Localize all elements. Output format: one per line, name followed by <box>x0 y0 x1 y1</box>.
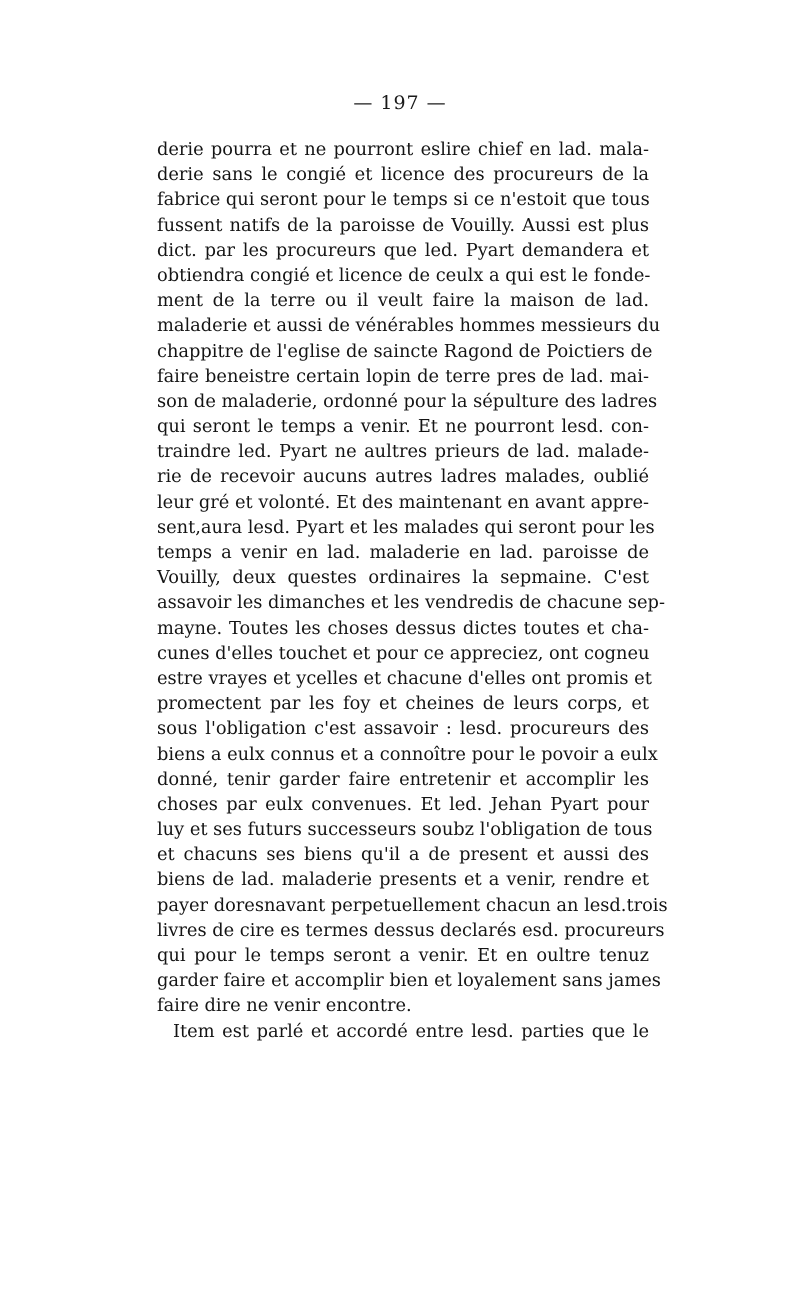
text-line: biens a eulx connus et a connoître pour le povoir a eulx <box>157 743 658 765</box>
text-line: chappitre de l'eglise de saincte Ragond de Poictiers de <box>157 340 653 362</box>
text-line: fabrice qui seront pour le temps si ce n'estoit que tous <box>157 189 650 211</box>
text-line: temps a venir en lad. maladerie en lad. paroisse de <box>157 542 649 563</box>
text-line: faire beneistre certain lopin de terre pres de lad. mai- <box>157 365 649 387</box>
text-line: derie sans le congié et licence des procureurs de la <box>157 164 649 186</box>
text-line: Vouilly, deux questes ordinaires la sepmaine. C'est <box>157 567 649 589</box>
text-line: livres de cire es termes dessus declarés esd. procureurs <box>157 919 665 941</box>
text-line: choses par eulx convenues. Et led. Jehan Pyart pour <box>157 793 649 815</box>
body-text <box>157 137 668 1044</box>
page-number: — 197 — <box>353 92 447 114</box>
text-line: et chacuns ses biens qu'il a de present et aussi des <box>157 844 649 866</box>
text-line: dict. par les procureurs que led. Pyart demandera et <box>157 239 649 261</box>
text-line: payer doresnavant perpetuellement chacun an lesd.trois <box>157 894 668 916</box>
text-line: cunes d'elles touchet et pour ce appreciez, ont cogneu <box>157 642 650 664</box>
text-line-paragraph-end: faire dire ne venir encontre. <box>157 995 412 1017</box>
text-line: maladerie et aussi de vénérables hommes messieurs du <box>157 315 661 337</box>
text-line: derie pourra et ne pourront eslire chief en lad. mala- <box>157 139 649 160</box>
text-line: rie de recevoir aucuns autres ladres malades, oublié <box>157 466 649 488</box>
text-line: qui seront le temps a venir. Et ne pourront lesd. con- <box>157 416 649 438</box>
text-line: fussent natifs de la paroisse de Vouilly. Aussi est plus <box>157 214 649 236</box>
text-line: ment de la terre ou il veult faire la maison de lad. <box>157 290 649 312</box>
text-line: garder faire et accomplir bien et loyalement sans james <box>157 970 661 992</box>
text-line: promectent par les foy et cheines de leurs corps, et <box>157 693 649 715</box>
text-line: sent,aura lesd. Pyart et les malades qui seront pour les <box>157 516 655 538</box>
text-line: leur gré et volonté. Et des maintenant en avant appre- <box>157 491 649 513</box>
text-line: traindre led. Pyart ne aultres prieurs de lad. malade- <box>157 441 649 463</box>
text-line: biens de lad. maladerie presents et a venir, rendre et <box>157 869 649 891</box>
text-line: sous l'obligation c'est assavoir : lesd. procureurs des <box>157 718 649 740</box>
text-line-paragraph-start: Item est parlé et accordé entre lesd. parties que le <box>173 1020 649 1042</box>
text-line: estre vrayes et ycelles et chacune d'elles ont promis et <box>157 667 652 689</box>
text-line: mayne. Toutes les choses dessus dictes toutes et cha- <box>157 617 649 639</box>
text-line: son de maladerie, ordonné pour la sépulture des ladres <box>157 390 658 412</box>
text-line: donné, tenir garder faire entretenir et accomplir les <box>157 768 649 790</box>
text-line: assavoir les dimanches et les vendredis de chacune sep- <box>157 592 665 614</box>
text-line: luy et ses futurs successeurs soubz l'obligation de tous <box>157 819 653 841</box>
text-line: qui pour le temps seront a venir. Et en oultre tenuz <box>157 945 649 966</box>
text-line: obtiendra congié et licence de ceulx a qui est le fonde- <box>157 264 651 286</box>
